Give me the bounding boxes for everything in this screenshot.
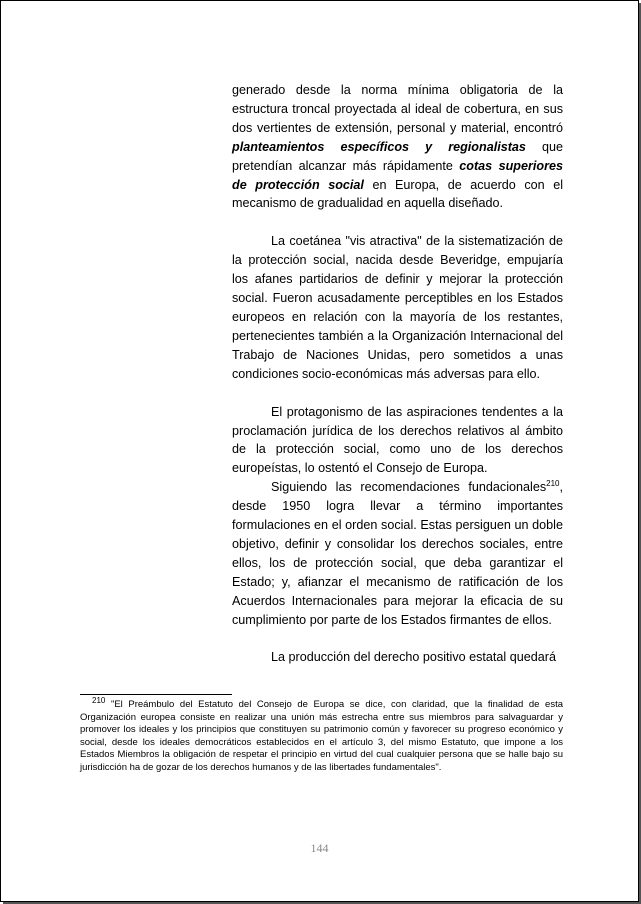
emphasis-cotas: cotas superiores de protección social: [232, 158, 563, 192]
paragraph-1: [232, 81, 563, 213]
paragraph-3: El protagonismo de las aspiraciones tendentes a la proclamación jurídica de los derechos relativos al ámbito de la protección social, como uno de los derechos europeístas, lo ostentó el Consejo de Europa.: [232, 404, 563, 476]
paragraph-2: La coetánea "vis atractiva" de la sistematización de la protección social, nacida desde Beveridge, empujaría los afanes partidarios de definir y mejorar la protección social. Fueron acusadamente perceptibles en los Estados europeos en relación con la mayoría de los restantes, pertenecientes también a la Organización Internacional del Trabajo de Naciones Unidas, pero sometidos a unas condiciones socio-económicas más adversas para ello.: [232, 234, 563, 381]
footnote-text: "El Preámbulo del Estatuto del Consejo de Europa se dice, con claridad, que la finalidad de esta Organización europea consiste en realizar una unión más estrecha entre sus miembros para salvaguardar y promover los ideales y los principios que constituyen su patrimonio común y favorecer su progreso económico y social, desde los ideales democráticos establecidos en el artículo 3, del mismo Estatuto, que impone a los Estados Miembros la obligación de respetar el principio en virtud del cual cualquier persona que se halle bajo su jurisdicción ha de gozar de los derechos humanos y de las libertades fundamentales".: [80, 699, 563, 773]
body-text: [232, 81, 563, 667]
paragraph-5: La producción del derecho positivo estatal quedará: [271, 650, 556, 665]
paragraph-1-text-end: en Europa, de acuerdo con el mecanismo de gradualidad en aquella diseñado.: [232, 177, 563, 211]
page-number: 144: [310, 841, 329, 855]
emphasis-regionalistas: planteamientos específicos y regionalistas: [232, 139, 526, 154]
footnote: [80, 695, 563, 775]
footnote-number: 210: [92, 695, 106, 705]
paragraph-1-text-cont: que pretendían alcanzar más rápidamente: [232, 139, 563, 173]
paragraph-1-text: generado desde la norma mínima obligatoria de la estructura troncal proyectada al ideal de cobertura, en sus dos vertientes de extensión, personal y material, encontró: [232, 83, 563, 135]
paragraph-4-text: Siguiendo las recomendaciones fundacionales: [271, 480, 547, 495]
footnote-separator: [80, 694, 232, 695]
paragraph-4: [232, 478, 563, 629]
footnote-reference[interactable]: 210: [546, 479, 560, 489]
paragraph-4-text-cont: , desde 1950 logra llevar a término importantes formulaciones en el orden social. Estas persiguen un doble objetivo, definir y consolidar los derechos sociales, entre ellos, los de protección social, que deba garantizar el Estado; y, afianzar el mecanismo de ratificación de los Acuerdos Internacionales para mejorar la eficacia de su cumplimiento por parte de los Estados firmantes de ellos.: [232, 480, 563, 627]
